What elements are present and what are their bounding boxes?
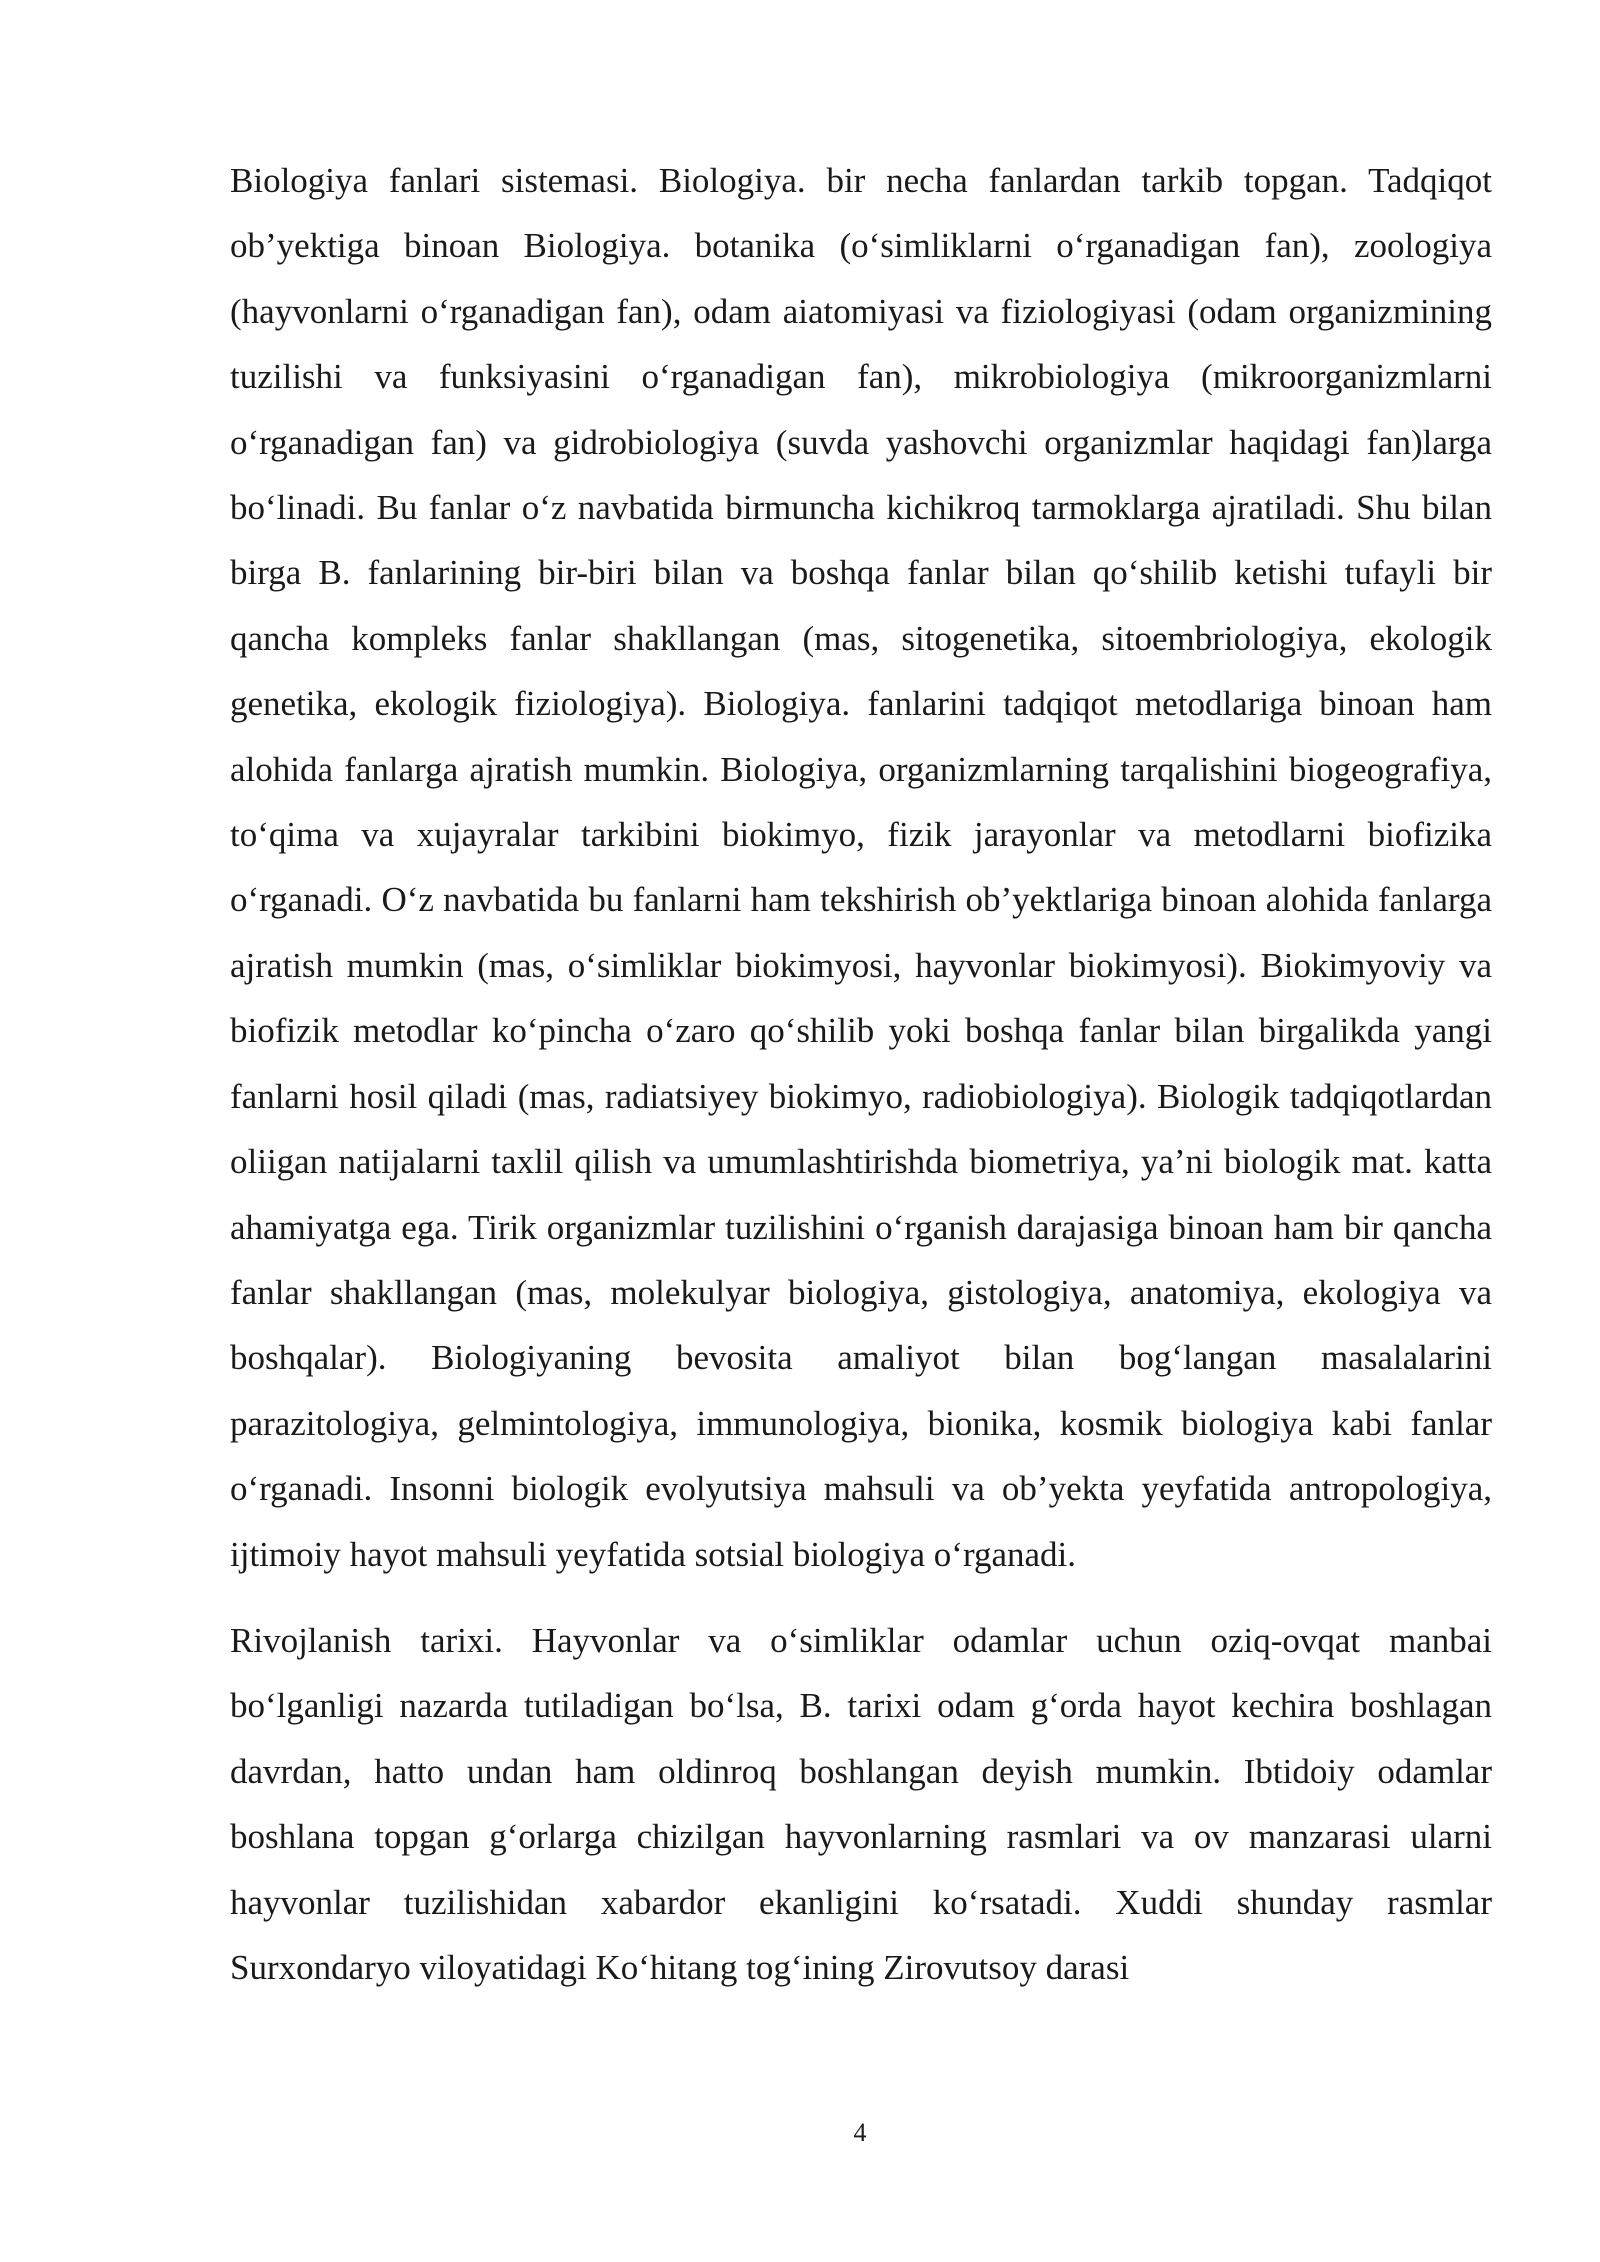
paragraph-biology-sciences-system: Biologiya fanlari sistemasi. Biologiya. bir necha fanlardan tarkib topgan. Tadqiqot ob’yektiga binoan Biologiya. botanika (oʻsimliklarni oʻrganadigan fan), zoologiya (hayvonlarni oʻrganadigan fan), odam aiatomiyasi va fiziologiyasi (odam organizmining tuzilishi va funksiyasini oʻrganadigan fan), mikrobiologiya (mikroorganizmlarni oʻrganadigan fan) va gidrobiologiya (suvda yashovchi organizmlar haqidagi fan)larga boʻlinadi. Bu fanlar oʻz navbatida birmuncha kichikroq tarmoklarga ajratiladi. Shu bilan birga B. fanlarining bir-biri bilan va boshqa fanlar bilan qoʻshilib ketishi tufayli bir qancha kompleks fanlar shakllangan (mas, sitogenetika, sitoembriologiya, ekologik genetika, ekologik fiziologiya). Biologiya. fanlarini tadqiqot metodlariga binoan ham alohida fanlarga ajratish mumkin. Biologiya, organizmlarning tarqalishini biogeografiya, toʻqima va xujayralar tarkibini biokimyo, fizik jarayonlar va metodlarni biofizika oʻrganadi. Oʻz navbatida bu fanlarni ham tekshirish ob’yektlariga binoan alohida fanlarga ajratish mumkin (mas, oʻsimliklar biokimyosi, hayvonlar biokimyosi). Biokimyoviy va biofizik metodlar koʻpincha oʻzaro qoʻshilib yoki boshqa fanlar bilan birgalikda yangi fanlarni hosil qiladi (mas, radiatsiyey biokimyo, radiobiologiya). Biologik tadqiqotlardan oliigan natijalarni taxlil qilish va umumlashtirishda biometriya, ya’ni biologik mat. katta ahamiyatga ega. Tirik organizmlar tuzilishini oʻrganish darajasiga binoan ham bir qancha fanlar shakllangan (mas, molekulyar biologiya, gistologiya, anatomiya, ekologiya va boshqalar). Biologiyaning bevosita amaliyot bilan bogʻlangan masalalarini parazitologiya, gelmintologiya, immunologiya, bionika, kosmik biologiya kabi fanlar oʻrganadi. Insonni biologik evolyutsiya mahsuli va ob’yekta yeyfatida antropologiya, ijtimoiy hayot mahsuli yeyfatida sotsial biologiya oʻrganadi. [230,161,1492,1574]
paragraph-development-history: Rivojlanish tarixi. Hayvonlar va oʻsimliklar odamlar uchun oziq-ovqat manbai boʻlganligi nazarda tutiladigan boʻlsa, B. tarixi odam gʻorda hayot kechira boshlagan davrdan, hatto undan ham oldinroq boshlangan deyish mumkin. Ibtidoiy odamlar boshlana topgan gʻorlarga chizilgan hayvonlarning rasmlari va ov manzarasi ularni hayvonlar tuzilishidan xabardor ekanligini koʻrsatadi. Xuddi shunday rasmlar Surxondaryo viloyatidagi Koʻhitang togʻining Zirovutsoy darasi [230,1620,1492,1987]
page-number: 4 [853,2118,867,2147]
body-text [230,148,1492,2000]
